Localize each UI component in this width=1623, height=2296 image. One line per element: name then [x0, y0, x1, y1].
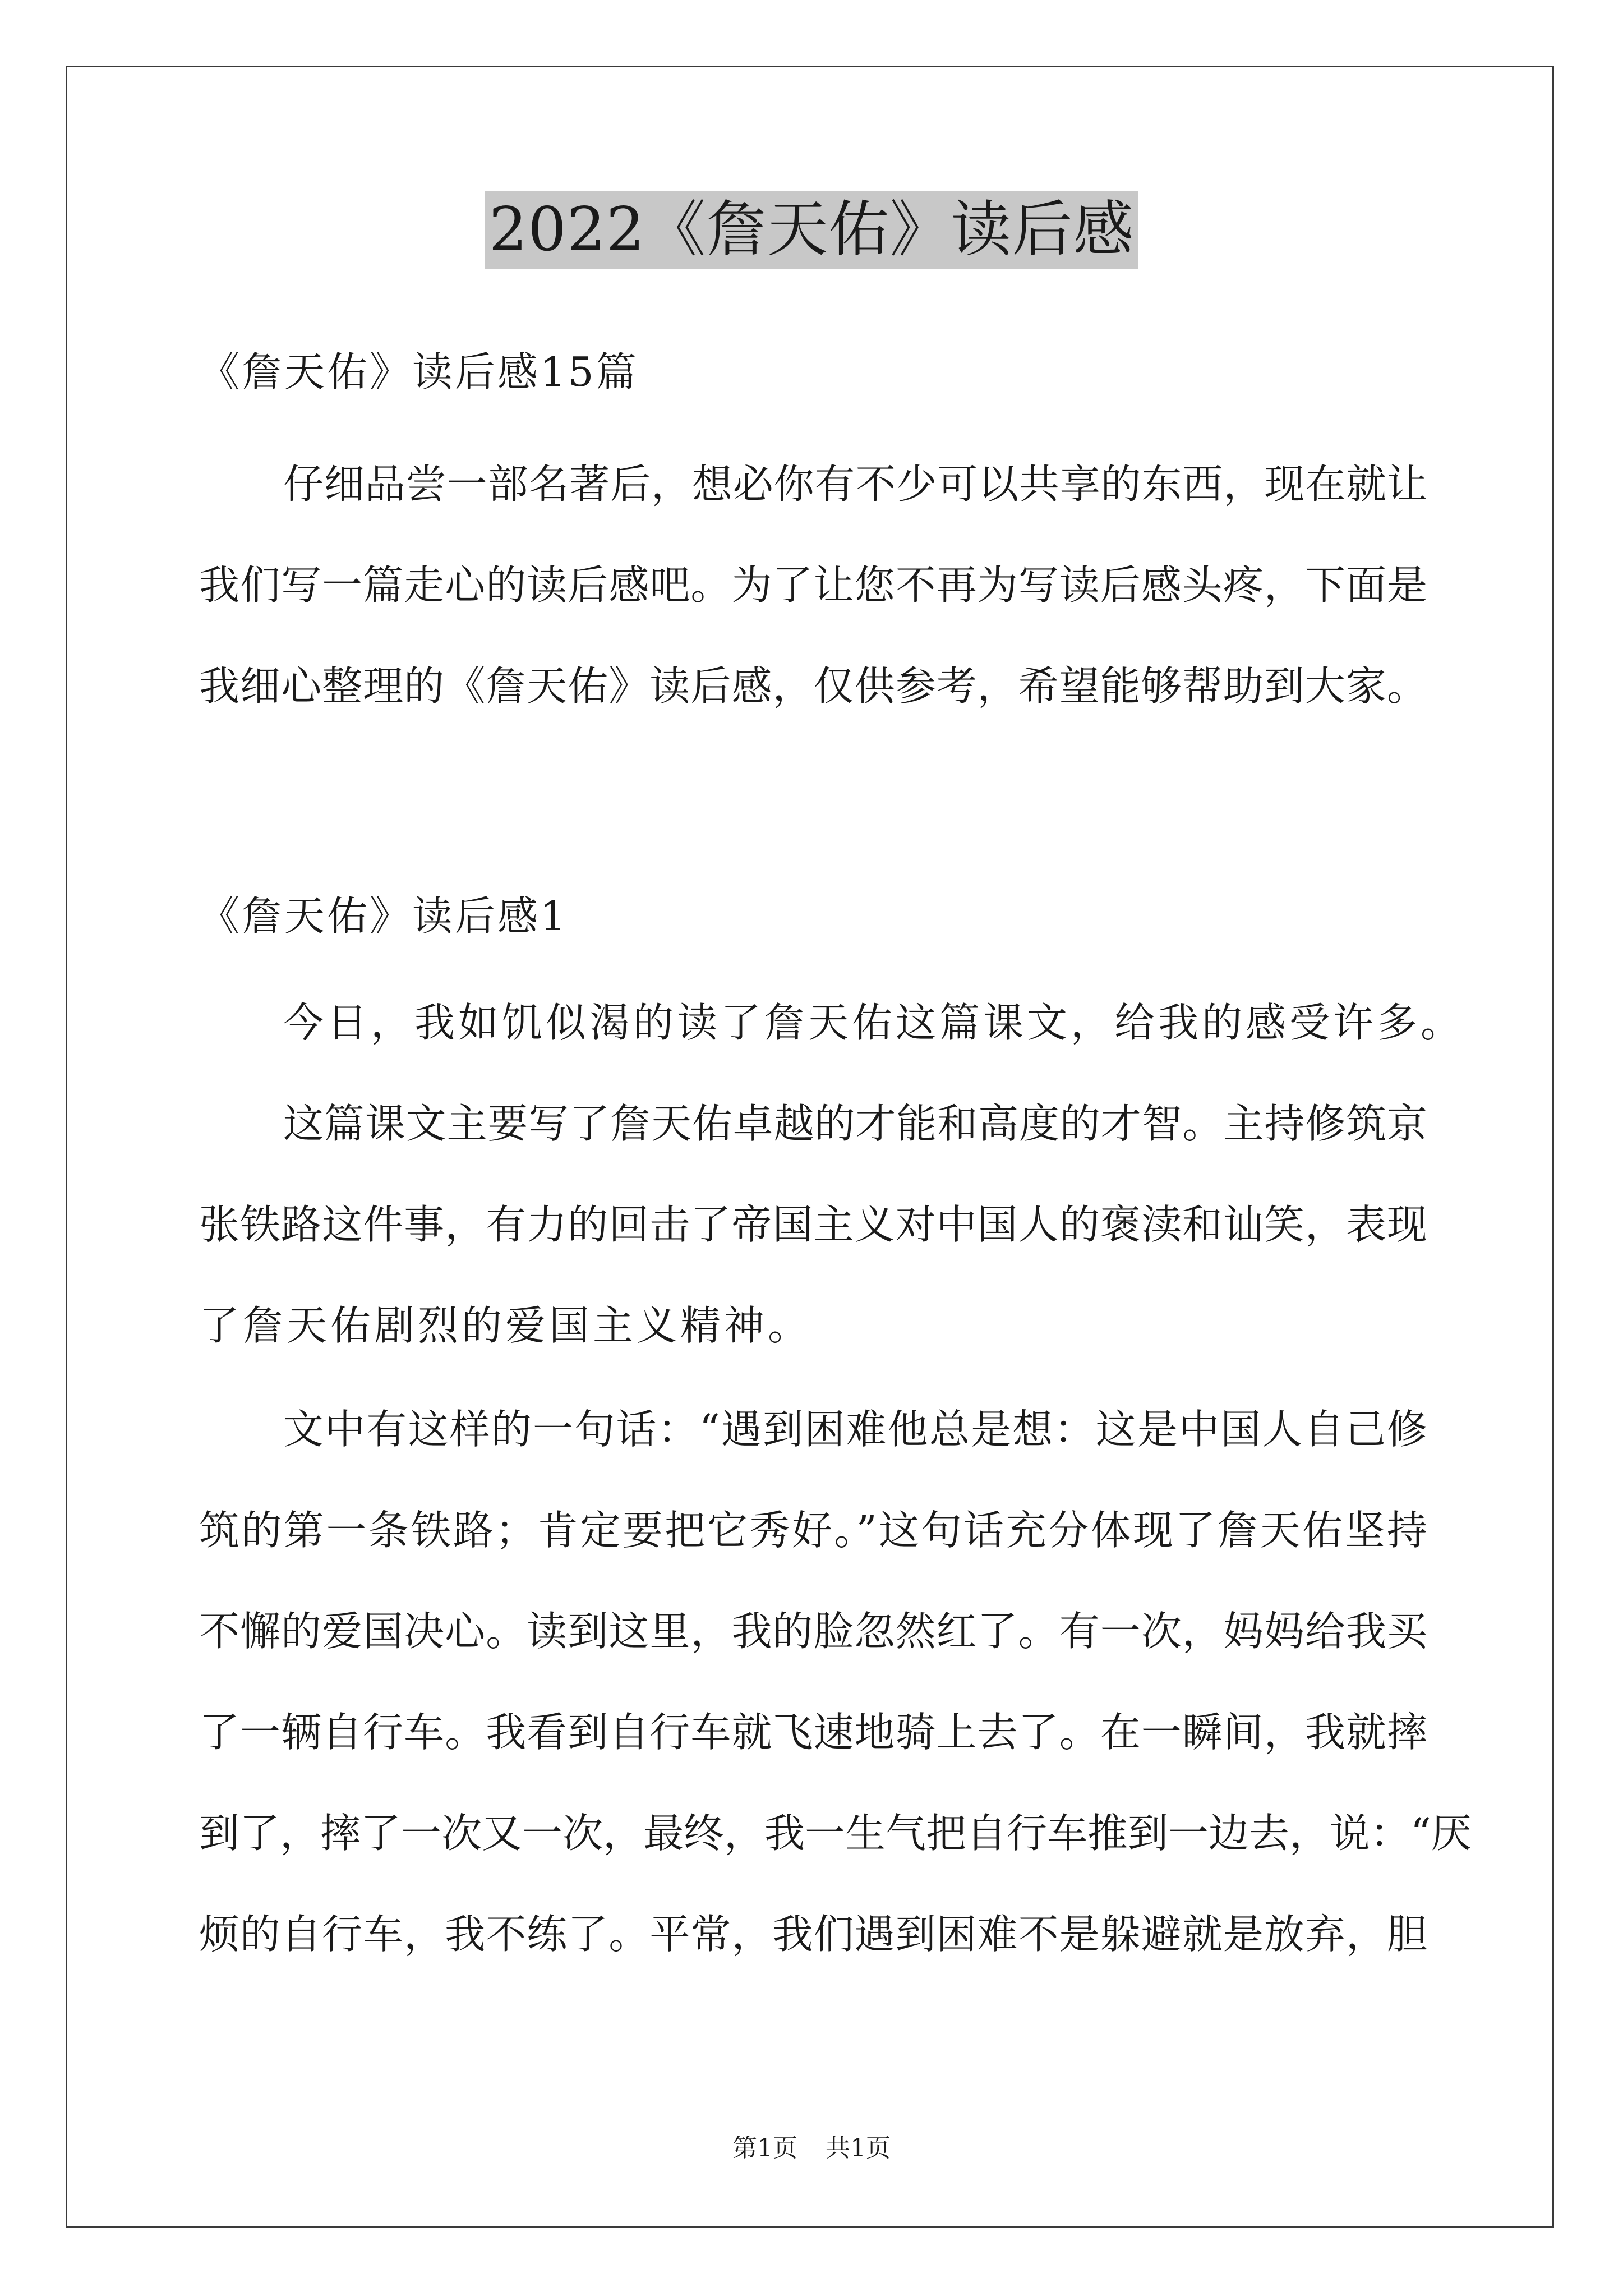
paragraph-line: 张铁路这件事，有力的回击了帝国主义对中国人的褒渎和讪笑，表现	[199, 1201, 1427, 1248]
paragraph-line: 烦的自行车，我不练了。平常，我们遇到困难不是躲避就是放弃，胆	[199, 1911, 1427, 1958]
paragraph-line: 今日，我如饥似渴的读了詹天佑这篇课文，给我的感受许多。	[283, 999, 1465, 1046]
page-number: 第1页	[732, 2134, 797, 2162]
page-total: 共1页	[826, 2134, 891, 2162]
intro-line: 我们写一篇走心的读后感吧。为了让您不再为写读后感头疼，下面是	[199, 562, 1427, 609]
paragraph-line: 了詹天佑剧烈的爱国主义精神。	[199, 1302, 812, 1349]
section-heading: 《詹天佑》读后感1	[199, 892, 568, 940]
intro-line: 我细心整理的《詹天佑》读后感，仅供参考，希望能够帮助到大家。	[199, 662, 1427, 710]
paragraph-line: 筑的第一条铁路；肯定要把它秀好。”这句话充分体现了詹天佑坚持	[199, 1507, 1427, 1554]
page-footer	[0, 2132, 1623, 2165]
document-title: 2022《詹天佑》读后感	[485, 191, 1139, 269]
document-subtitle: 《詹天佑》读后感15篇	[199, 348, 639, 395]
paragraph-line: 不懈的爱国决心。读到这里，我的脸忽然红了。有一次，妈妈给我买	[199, 1608, 1427, 1655]
paragraph-line: 这篇课文主要写了詹天佑卓越的才能和高度的才智。主持修筑京	[283, 1100, 1427, 1147]
paragraph-line: 了一辆自行车。我看到自行车就飞速地骑上去了。在一瞬间，我就摔	[199, 1709, 1427, 1756]
paragraph-line: 到了，摔了一次又一次，最终，我一生气把自行车推到一边去，说：“厌	[199, 1810, 1472, 1857]
paragraph-line: 文中有这样的一句话：“遇到困难他总是想：这是中国人自己修	[283, 1406, 1427, 1453]
title-container	[0, 191, 1623, 269]
intro-line: 仔细品尝一部名著后，想必你有不少可以共享的东西，现在就让	[283, 461, 1427, 508]
